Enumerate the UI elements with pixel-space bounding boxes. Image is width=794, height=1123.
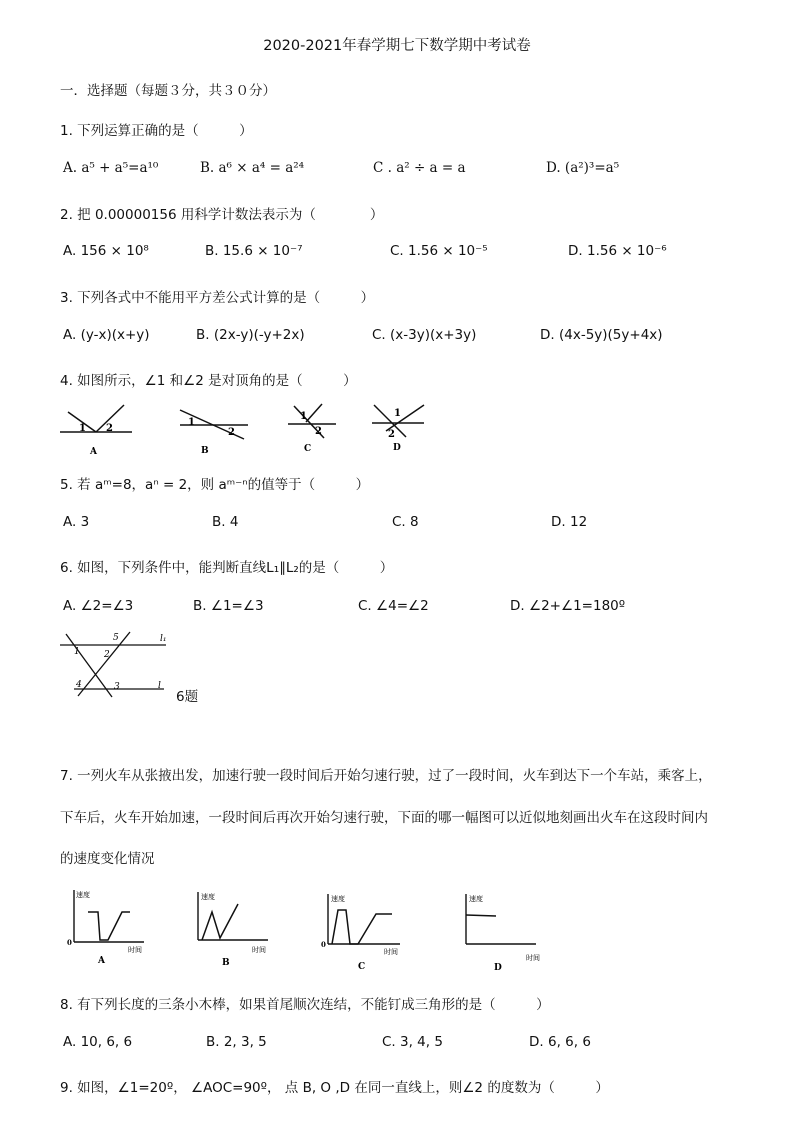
figure-6-label-l1: l₁ bbox=[160, 634, 167, 644]
question-3-stem: 3. 下列各式中不能用平方差公式计算的是（ ） bbox=[60, 290, 375, 306]
chart-d-ylabel: 速度 bbox=[469, 895, 483, 903]
figure-c-angle-1: 1 bbox=[300, 411, 307, 422]
figure-6-label-4: 4 bbox=[76, 680, 82, 690]
figure-b-label: B bbox=[201, 446, 209, 456]
question-7-line-2: 下车后，火车开始加速，一段时间后再次开始匀速行驶，下面的哪一幅图可以近似地刻画出火车在这段时间内 bbox=[60, 810, 708, 826]
question-6-figure bbox=[56, 630, 186, 700]
question-8-stem: 8. 有下列长度的三条小木棒，如果首尾顺次连结，不能钉成三角形的是（ ） bbox=[60, 997, 550, 1013]
question-8-option-b[interactable]: B. 2, 3, 5 bbox=[206, 1034, 267, 1050]
question-7-chart-d bbox=[456, 890, 556, 972]
figure-d-angle-2: 2 bbox=[388, 429, 395, 440]
question-2-option-a[interactable]: A. 156 × 10⁸ bbox=[63, 243, 149, 259]
question-2-option-b[interactable]: B. 15.6 × 10⁻⁷ bbox=[205, 243, 303, 259]
question-8-option-a[interactable]: A. 10, 6, 6 bbox=[63, 1034, 133, 1050]
section-heading: 一．选择题（每题３分，共３０分） bbox=[60, 83, 276, 99]
figure-6-label-5: 5 bbox=[113, 633, 119, 643]
figure-a-label: A bbox=[90, 447, 97, 457]
chart-d-xlabel: 时间 bbox=[526, 954, 540, 962]
figure-d-angle-1: 1 bbox=[394, 408, 401, 419]
chart-a-xlabel: 时间 bbox=[128, 946, 142, 954]
page-title: 2020-2021年春学期七下数学期中考试卷 bbox=[263, 38, 531, 54]
question-6-stem: 6. 如图，下列条件中，能判断直线L₁∥L₂的是（ ） bbox=[60, 560, 394, 576]
question-7-line-3: 的速度变化情况 bbox=[60, 851, 155, 867]
figure-a-angle-1: 1 bbox=[79, 423, 86, 434]
question-5-option-d[interactable]: D. 12 bbox=[551, 514, 588, 530]
question-3-option-b[interactable]: B. (2x-y)(-y+2x) bbox=[196, 327, 305, 343]
chart-a-origin: 0 bbox=[67, 938, 72, 947]
question-3-option-d[interactable]: D. (4x-5y)(5y+4x) bbox=[540, 327, 663, 343]
question-2-option-d[interactable]: D. 1.56 × 10⁻⁶ bbox=[568, 243, 667, 259]
question-4-figure-a bbox=[60, 402, 140, 458]
question-6-option-d[interactable]: D. ∠2+∠1=180º bbox=[510, 598, 626, 614]
question-2-option-c[interactable]: C. 1.56 × 10⁻⁵ bbox=[390, 243, 488, 259]
question-9-stem: 9. 如图，∠1=20º， ∠AOC=90º， 点 B, O ,D 在同一直线上，则∠2 的度数为（ ） bbox=[60, 1080, 609, 1096]
question-1-option-a[interactable]: A. a⁵ + a⁵=a¹⁰ bbox=[63, 160, 159, 176]
chart-c-origin: 0 bbox=[321, 940, 326, 949]
question-7-chart-a bbox=[64, 886, 154, 966]
question-4-figure-b bbox=[176, 405, 256, 461]
chart-b-ylabel: 速度 bbox=[201, 893, 215, 901]
question-5-option-c[interactable]: C. 8 bbox=[392, 514, 419, 530]
question-1-option-c[interactable]: C . a² ÷ a = a bbox=[373, 160, 466, 176]
question-3-option-a[interactable]: A. (y-x)(x+y) bbox=[63, 327, 150, 343]
figure-a-angle-2: 2 bbox=[106, 423, 113, 434]
question-4-stem: 4. 如图所示，∠1 和∠2 是对顶角的是（ ） bbox=[60, 373, 357, 389]
chart-c-label: C bbox=[358, 962, 366, 972]
question-7-chart-c bbox=[318, 890, 408, 972]
question-3-option-c[interactable]: C. (x-3y)(x+3y) bbox=[372, 327, 477, 343]
figure-6-label-2: 2 bbox=[104, 650, 110, 660]
question-1-stem: 1. 下列运算正确的是（ ） bbox=[60, 123, 253, 139]
chart-b-label: B bbox=[222, 958, 230, 968]
chart-d-label: D bbox=[494, 963, 502, 973]
question-1-option-d[interactable]: D. (a²)³=a⁵ bbox=[546, 160, 620, 176]
question-2-stem: 2. 把 0.00000156 用科学计数法表示为（ ） bbox=[60, 207, 384, 223]
question-5-option-a[interactable]: A. 3 bbox=[63, 514, 90, 530]
figure-6-label-l: l bbox=[158, 681, 161, 691]
figure-b-angle-1: 1 bbox=[188, 417, 195, 428]
figure-c-angle-2: 2 bbox=[315, 426, 322, 437]
question-7-chart-b bbox=[188, 890, 278, 970]
question-4-figure-c bbox=[284, 404, 354, 460]
chart-c-xlabel: 时间 bbox=[384, 948, 398, 956]
question-5-option-b[interactable]: B. 4 bbox=[212, 514, 239, 530]
figure-d-label: D bbox=[393, 443, 401, 453]
question-6-option-b[interactable]: B. ∠1=∠3 bbox=[193, 598, 264, 614]
question-6-option-c[interactable]: C. ∠4=∠2 bbox=[358, 598, 429, 614]
question-8-option-c[interactable]: C. 3, 4, 5 bbox=[382, 1034, 443, 1050]
question-6-figure-caption: 6题 bbox=[176, 689, 199, 705]
chart-b-xlabel: 时间 bbox=[252, 946, 266, 954]
question-1-option-b[interactable]: B. a⁶ × a⁴ = a²⁴ bbox=[200, 160, 305, 176]
figure-b-angle-2: 2 bbox=[228, 427, 235, 438]
question-4-figure-d bbox=[370, 403, 440, 459]
figure-6-label-3: 3 bbox=[114, 682, 120, 692]
question-5-stem: 5. 若 aᵐ=8，aⁿ = 2，则 aᵐ⁻ⁿ的值等于（ ） bbox=[60, 477, 370, 493]
question-8-option-d[interactable]: D. 6, 6, 6 bbox=[529, 1034, 591, 1050]
question-6-option-a[interactable]: A. ∠2=∠3 bbox=[63, 598, 134, 614]
chart-a-ylabel: 速度 bbox=[76, 891, 90, 899]
question-7-line-1: 7. 一列火车从张掖出发，加速行驶一段时间后开始匀速行驶，过了一段时间，火车到达下一个车站，乘客上， bbox=[60, 768, 712, 784]
figure-6-label-1: 1 bbox=[74, 647, 80, 657]
chart-c-ylabel: 速度 bbox=[331, 895, 345, 903]
figure-c-label: C bbox=[304, 444, 312, 454]
chart-a-label: A bbox=[98, 956, 105, 966]
